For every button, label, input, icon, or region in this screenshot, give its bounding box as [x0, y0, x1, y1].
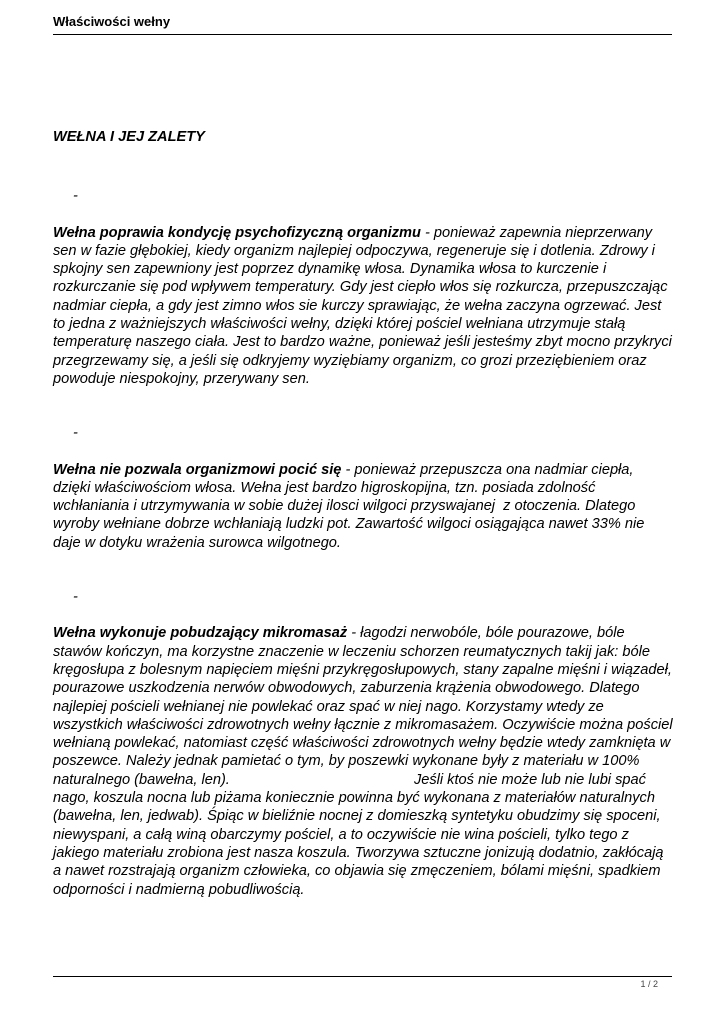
page-header-title: Właściwości wełny — [53, 14, 672, 35]
paragraph-text-continued: Jeśli ktoś nie może lub nie lubi spać nago, koszula nocna lub piżama koniecznie powinna być wykonana z materiałów naturalnych (bawełna, len, jedwab). Śpiąc w bieliźnie nocnej z domieszką syntetyku obudzimy się spoceni, niewyspani, a całą winą obarczymy pościel, a to oczywiście nie wina pościeli, tylko tego z jakiego materiału zrobiona jest nasza koszula. Tworzywa sztuczne jonizują dodatnio, zakłócają a nawet rozstrajają organizm człowieka, co objawia się zmęczeniem, bólami mięśni, spadkiem odporności i nadmierną pobudliwością. — [53, 771, 664, 898]
paragraph-massage — [53, 624, 673, 898]
paragraph-lead: Wełna nie pozwala organizmowi pocić się — [53, 461, 342, 478]
paragraph-lead: Wełna wykonuje pobudzający mikromasaż — [53, 625, 348, 642]
paragraph-sweat — [53, 461, 673, 552]
page-number: 1 / 2 — [640, 979, 658, 989]
list-dash: - — [73, 425, 78, 442]
paragraph-text: - ponieważ przepuszcza ona nadmiar ciepła, dzięki właściwościom włosa. Wełna jest bardzo higroskopijna, tzn. posiada zdolność wchłaniania i utrzymywania w sobie dużej ilosci wilgoci przyswajanej z otoczenia. Dlatego wyroby wełniane dobrze wchłaniają ludzki pot. Zawartość wilgoci osiągająca nawet 33% nie daje w dotyku wrażenia surowca wilgotnego. — [53, 461, 645, 551]
paragraph-text: - łagodzi nerwobóle, bóle pourazowe, bóle stawów kończyn, ma korzystne znaczenie w leczeniu schorzen reumatycznych takij jak: bóle kręgosłupa z bolesnym napięciem mięśni przykręgosłupowych, stany zapalne mięśni i wiązadeł, pourazowe uszkodzenia nerwów obwodowych, zaburzenia krążenia obwodowego. Dlatego najlepiej pościeli wełnianej nie powlekać oraz spać w niej nago. Korzystamy wtedy ze wszystkich właściwości zdrowotnych wełny łącznie z mikromasażem. Oczywiście można pościel wełnianą powlekać, natomiast część właściwości zdrowotnych wełny będzie wtedy zamknięta w poszewce. Należy jednak pamietać o tym, by poszewki wykonane były z materiału w 100% naturalnego (bawełna, len). — [53, 625, 673, 788]
document-body — [53, 128, 673, 899]
paragraph-text: - ponieważ zapewnia nieprzerwany sen w fazie głębokiej, kiedy organizm najlepiej odpoczywa, regeneruje się i dotlenia. Zdrowy i spkojny sen zapewniony jest poprzez dynamikę włosa. Dynamika włosa to kurczenie i rozkurczanie się pod wpływem temperatury. Gdy jest ciepło włos się rozkurcza, przepuszczając nadmiar ciepła, a gdy jest zimno włos sie kurczy sprawiając, że wełna zaczyna ogrzewać. Jest to jedna z ważniejszych właściwości wełny, dzięki której pościel wełniana utrzymuje stałą temperaturę naszego ciała. Jest to bardzo ważne, ponieważ jeśli jesteśmy zbyt mocno przykryci przegrzewamy się, a jeśli się odkryjemy wyziębiamy organizm, co grozi przeziębieniem oraz powoduje niespokojny, przerywany sen. — [53, 224, 672, 387]
list-dash: - — [73, 589, 78, 606]
paragraph-lead: Wełna poprawia kondycję psychofizyczną organizmu — [53, 224, 421, 241]
paragraph-condition — [53, 224, 673, 389]
list-dash: - — [73, 188, 78, 205]
footer-divider — [53, 976, 672, 977]
section-heading: WEŁNA I JEJ ZALETY — [53, 129, 205, 145]
